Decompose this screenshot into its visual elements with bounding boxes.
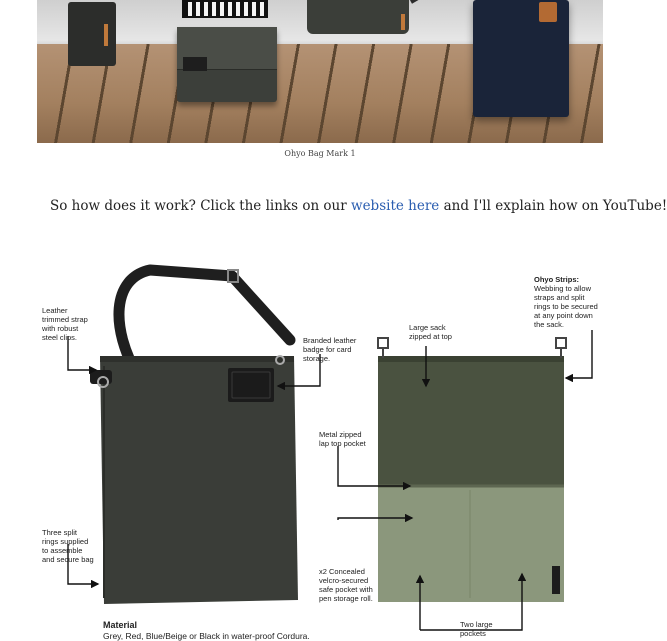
ohyo-strips-line-5: the sack. bbox=[534, 320, 565, 329]
laptop-pocket-label bbox=[319, 430, 366, 448]
branded-badge-line-2: badge for card bbox=[303, 345, 352, 354]
intro-text-before: So how does it work? Click the links on our bbox=[50, 198, 352, 214]
ohyo-strips-line-2: straps and split bbox=[534, 293, 585, 302]
leather-strap-label bbox=[42, 306, 88, 342]
leather-strap-line-2: trimmed strap bbox=[42, 315, 88, 324]
material-text: Grey, Red, Blue/Beige or Black in water-proof Cordura. bbox=[103, 631, 310, 641]
photo-caption: Ohyo Bag Mark 1 bbox=[284, 149, 356, 158]
two-pockets-label bbox=[460, 620, 493, 638]
safe-pocket-line-1: x2 Concealed bbox=[319, 567, 365, 576]
split-rings-line-3: to assemble bbox=[42, 546, 83, 555]
navy-bag-image bbox=[473, 0, 569, 117]
product-photo bbox=[37, 0, 603, 143]
laptop-pocket-line-1: Metal zipped bbox=[319, 430, 362, 439]
material-title: Material bbox=[103, 620, 138, 630]
leather-strap-line-4: steel clips. bbox=[42, 333, 78, 342]
split-rings-line-4: and secure bag bbox=[42, 555, 94, 564]
split-rings-line-2: rings supplied bbox=[42, 537, 89, 546]
leather-strap-line-3: with robust bbox=[42, 324, 79, 333]
ohyo-strips-line-4: at any point down bbox=[534, 311, 593, 320]
ohyo-strips-label bbox=[534, 275, 598, 329]
safe-pocket-line-3: safe pocket with bbox=[319, 585, 373, 594]
black-bag-image bbox=[68, 2, 116, 66]
two-pockets-line-2: pockets bbox=[460, 629, 486, 638]
bag-strap bbox=[410, 0, 431, 4]
ohyo-strips-line-3: rings to be secured bbox=[534, 302, 598, 311]
branded-badge-label bbox=[303, 336, 356, 363]
two-pockets-line-1: Two large bbox=[460, 620, 493, 629]
green-bag-image bbox=[307, 0, 409, 34]
large-sack-label bbox=[409, 323, 452, 341]
large-sack-line-2: zipped at top bbox=[409, 332, 452, 341]
laptop-pocket-line-2: lap top pocket bbox=[319, 439, 366, 448]
branded-badge-line-3: storage. bbox=[303, 354, 331, 363]
split-rings-line-1: Three split bbox=[42, 528, 78, 537]
large-sack-line-1: Large sack bbox=[409, 323, 446, 332]
safe-pocket-line-2: velcro-secured bbox=[319, 576, 369, 585]
split-rings-label bbox=[42, 528, 94, 564]
product-diagram bbox=[0, 258, 640, 640]
website-link[interactable]: website here bbox=[351, 198, 440, 214]
ohyo-strips-title: Ohyo Strips: bbox=[534, 275, 580, 284]
leather-strap-line-1: Leather bbox=[42, 306, 68, 315]
safe-pocket-line-4: pen storage roll. bbox=[319, 594, 373, 603]
intro-paragraph bbox=[50, 198, 667, 214]
ohyo-strips-line-1: Webbing to allow bbox=[534, 284, 591, 293]
grey-messenger-bag-image bbox=[177, 27, 277, 102]
striped-bag-image bbox=[182, 0, 268, 18]
safe-pocket-label bbox=[319, 567, 373, 603]
branded-badge-line-1: Branded leather bbox=[303, 336, 357, 345]
intro-text-after: and I'll explain how on YouTube! bbox=[439, 198, 667, 214]
